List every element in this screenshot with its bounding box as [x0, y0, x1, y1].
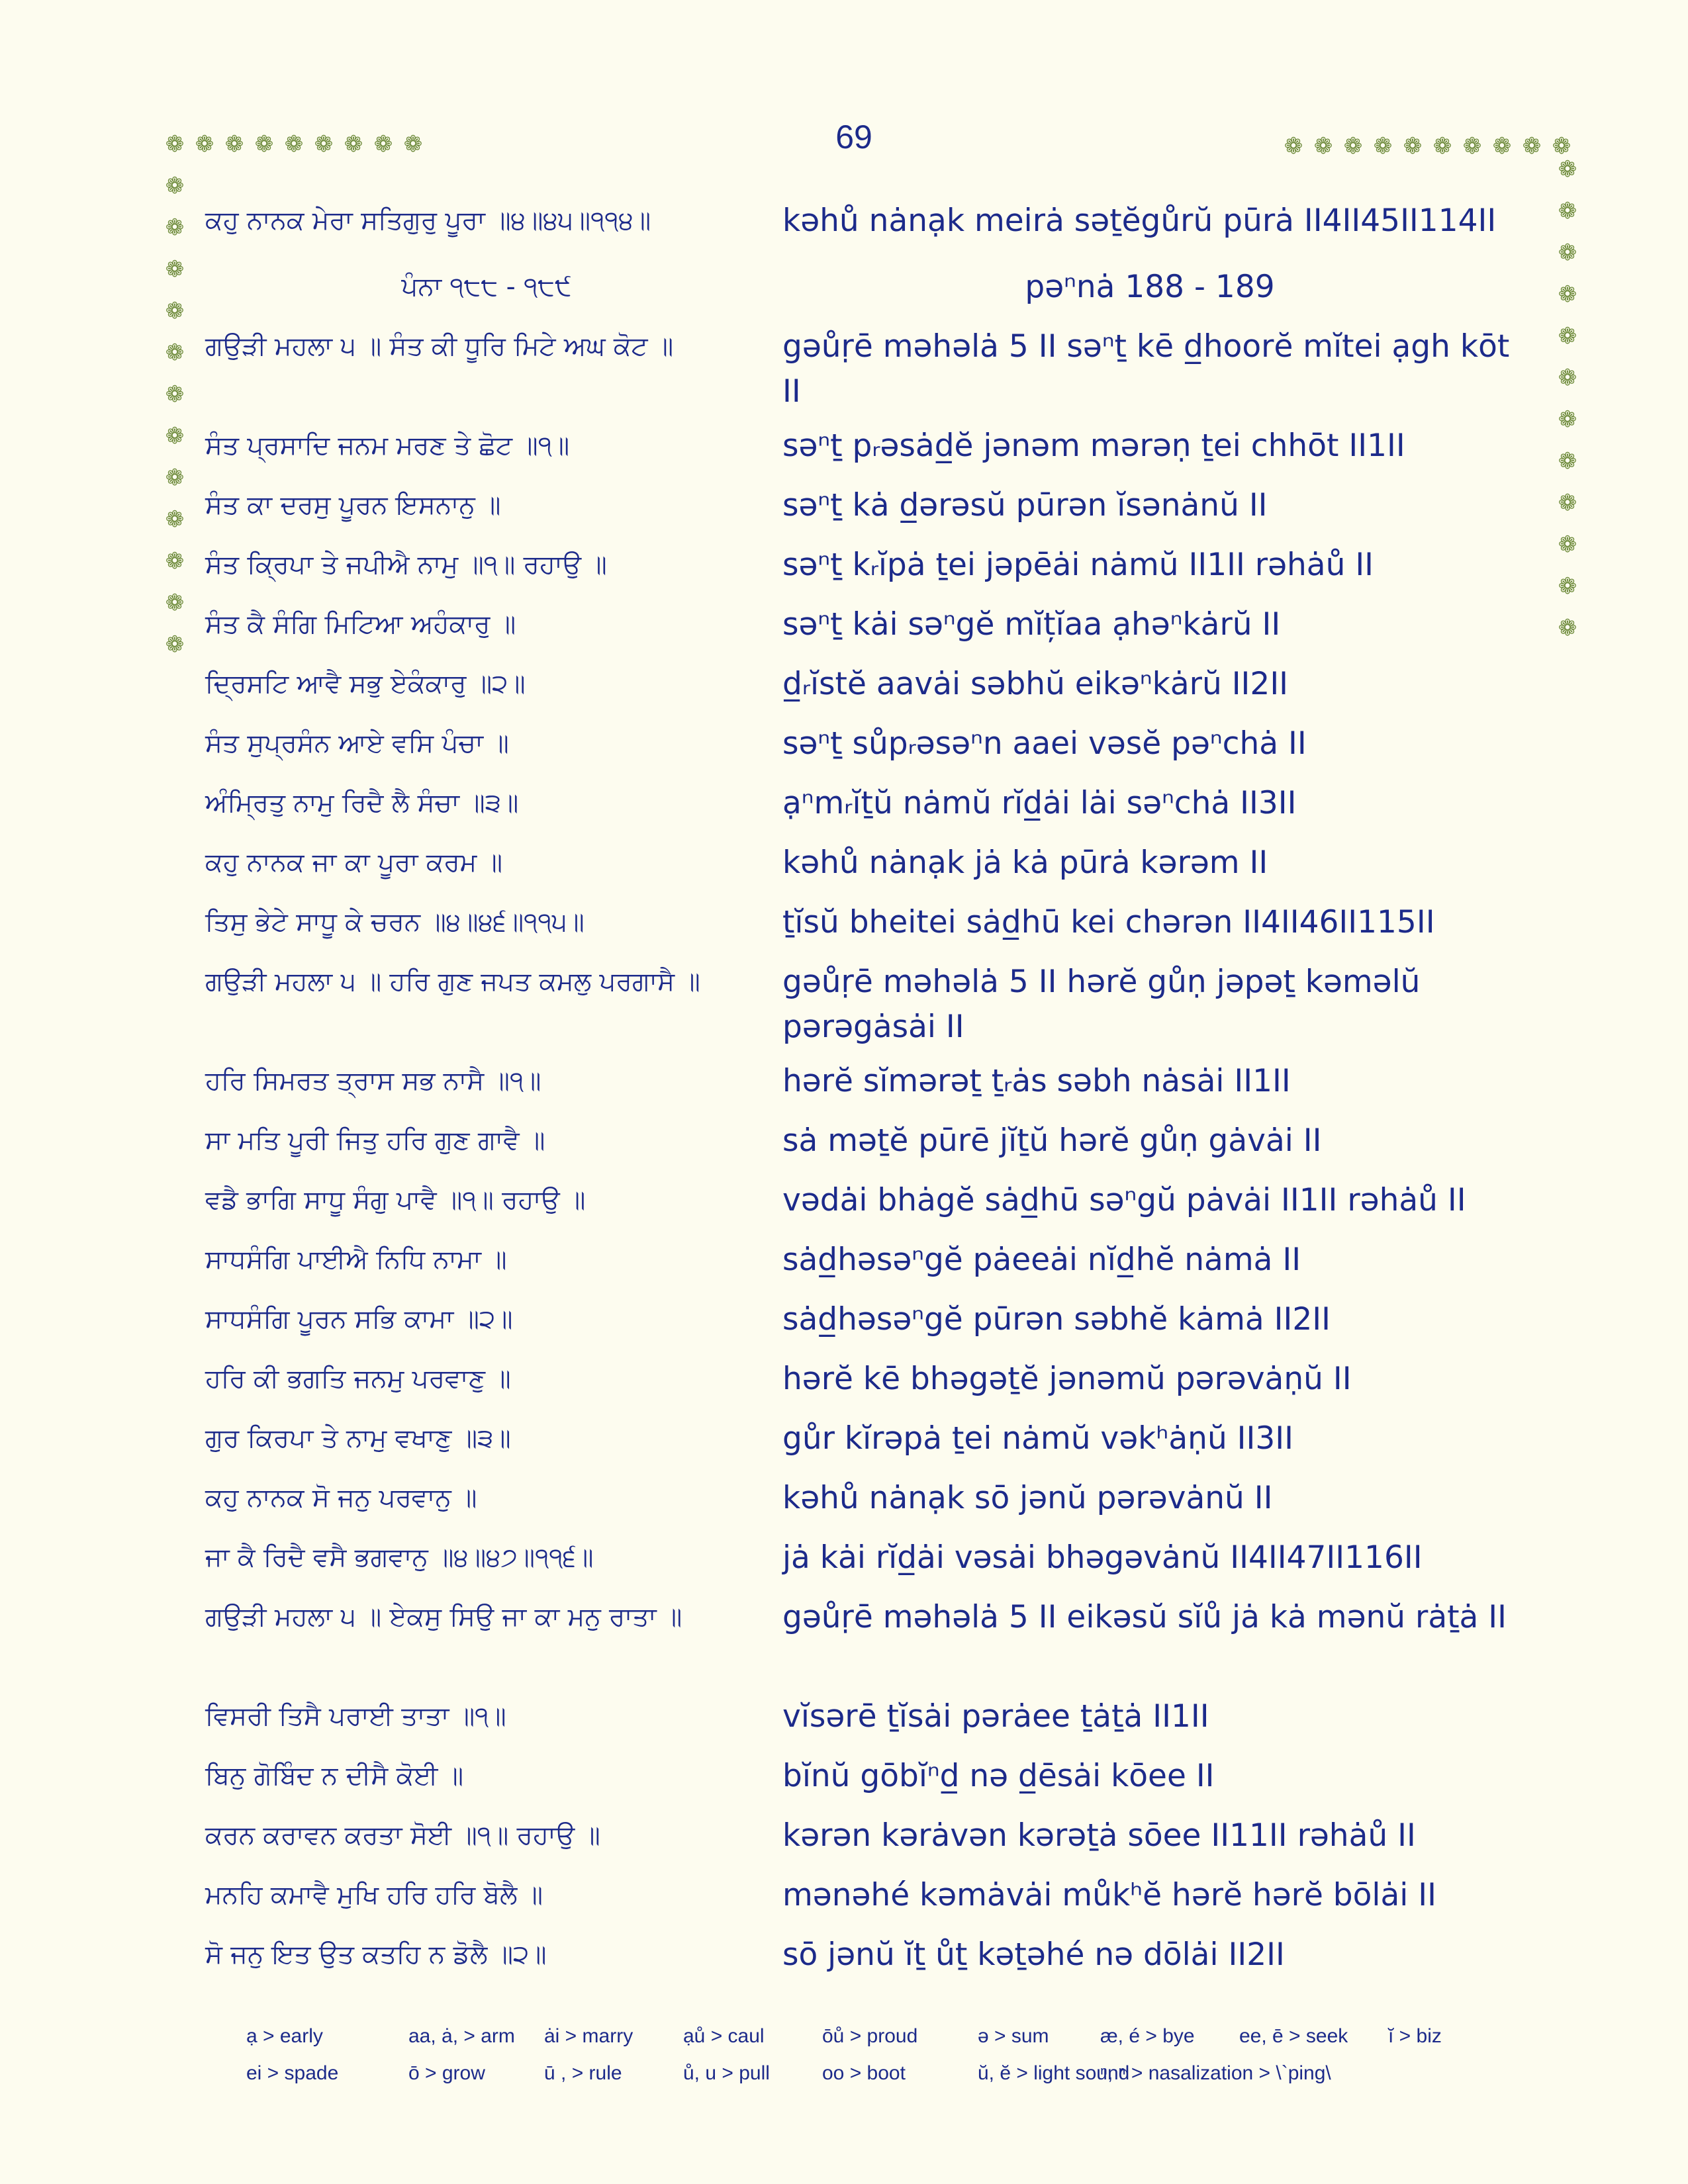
- transliteration-text: hərĕ kē bhəgəṯĕ jənəmŭ pərəvȧṇŭ II: [782, 1361, 1352, 1397]
- gurmukhi-text: ਸੰਤ ਪ੍ਰਸਾਦਿ ਜਨਮ ਮਰਣ ਤੇ ਛੋਟ ॥੧॥: [205, 431, 570, 461]
- key-item: ĭ > biz: [1388, 2025, 1442, 2047]
- gurmukhi-text: ਸੰਤ ਸੁਪ੍ਰਸੰਨ ਆਏ ਵਸਿ ਪੰਚਾ ॥: [205, 729, 509, 758]
- transliteration-text: jȧ kȧi rĭd̲ȧi vəsȧi bhəgəvȧnŭ II4II47II116II: [782, 1539, 1423, 1576]
- gurmukhi-text: ਗਉੜੀ ਮਹਲਾ ੫ ॥ ਸੰਤ ਕੀ ਧੂਰਿ ਮਿਟੇ ਅਘ ਕੋਟ ॥: [205, 332, 674, 361]
- gurmukhi-text: ਪੰਨਾ ੧੮੮ - ੧੮੯: [401, 272, 572, 302]
- gurmukhi-text: ਗਉੜੀ ਮਹਲਾ ੫ ॥ ਏਕਸੁ ਸਿਉ ਜਾ ਕਾ ਮਨੁ ਰਾਤਾ ॥: [205, 1602, 682, 1632]
- gurmukhi-text: ਕਹੁ ਨਾਨਕ ਜਾ ਕਾ ਪੂਰਾ ਕਰਮ ॥: [205, 848, 503, 878]
- transliteration-text: gəůṛē məhəlȧ 5 II səⁿṯ kē d̲hoorĕ mĭtei ạgh kōt II: [782, 328, 1510, 410]
- gurmukhi-text: ਸੰਤ ਕ੍ਰਿਪਾ ਤੇ ਜਪੀਐ ਨਾਮੁ ॥੧॥ ਰਹਾਉ ॥: [205, 550, 607, 580]
- key-item: ạů > caul: [683, 2025, 765, 2047]
- gurmukhi-text: ਸੰਤ ਕਾ ਦਰਸੁ ਪੂਰਨ ਇਸਨਾਨੁ ॥: [205, 490, 501, 520]
- transliteration-text: kəhů nȧnạk meirȧ səṯĕgůrŭ pūrȧ II4II45II114II: [782, 203, 1497, 239]
- flower-icon: ❁: [1558, 448, 1577, 475]
- flower-icon: ❁: [165, 465, 185, 491]
- key-row: [246, 2062, 1504, 2099]
- transliteration-text: gəůṛē məhəlȧ 5 II hərĕ gůṇ jəpəṯ kəməlŭ pərəgȧsȧi II: [782, 964, 1421, 1045]
- key-item: ō > grow: [408, 2062, 485, 2084]
- transliteration-text: d̲ᵣĭstĕ aavȧi səbhŭ eikəⁿkȧrŭ II2II: [782, 666, 1289, 702]
- transliteration-text: ạⁿmᵣĭṯŭ nȧmŭ rĭd̲ȧi lȧi səⁿchȧ II3II: [782, 785, 1297, 821]
- key-row: [246, 2025, 1504, 2062]
- gurmukhi-text: ਸੋ ਜਨੁ ਇਤ ਉਤ ਕਤਹਿ ਨ ਡੋਲੈ ॥੨॥: [205, 1940, 547, 1970]
- gurmukhi-text: ਦ੍ਰਿਸਟਿ ਆਵੈ ਸਭੁ ਏਕੰਕਾਰੁ ॥੨॥: [205, 669, 526, 699]
- flower-icon: ❁: [1558, 531, 1577, 558]
- transliteration-text: sȧd̲həsəⁿgĕ pȧeeȧi nĭd̲hĕ nȧmȧ II: [782, 1242, 1301, 1278]
- transliteration-text: səⁿṯ pᵣəsȧd̲ĕ jənəm mərəṇ ṯei chhōt II1II: [782, 428, 1405, 464]
- transliteration-text: pəⁿnȧ 188 - 189: [1025, 269, 1275, 305]
- flower-icon: ❁: [344, 131, 363, 158]
- page-number: 69: [835, 118, 872, 156]
- gurmukhi-text: ਜਾ ਕੈ ਰਿਦੈ ਵਸੈ ਭਗਵਾਨੁ ॥੪॥੪੭॥੧੧੬॥: [205, 1543, 594, 1572]
- key-item: ei > spade: [246, 2062, 339, 2084]
- flower-icon: ❁: [1284, 133, 1303, 159]
- transliteration-text: sō jənŭ ĭṯ ůṯ kəṯəhé nə dōlȧi II2II: [782, 1936, 1285, 1973]
- flower-icon: ❁: [1343, 133, 1363, 159]
- flower-icon: ❁: [254, 131, 274, 158]
- gurmukhi-text: ਤਿਸੁ ਭੇਟੇ ਸਾਧੂ ਕੇ ਚਰਨ ॥੪॥੪੬॥੧੧੫॥: [205, 907, 585, 937]
- transliteration-text: gůr kĭrəpȧ ṯei nȧmŭ vəkʰȧṇŭ II3II: [782, 1420, 1294, 1457]
- flower-icon: ❁: [1558, 281, 1577, 308]
- transliteration-text: ṯĭsŭ bheitei sȧd̲hū kei chərən II4II46II115II: [782, 904, 1435, 940]
- transliteration-text: kəhů nȧnạk sō jənŭ pərəvȧnŭ II: [782, 1480, 1273, 1516]
- flower-icon: ❁: [165, 131, 185, 158]
- key-item: ⁿ, ⁿ > nasalization > \`ping\: [1100, 2062, 1331, 2084]
- transliteration-text: gəůṛē məhəlȧ 5 II eikəsŭ sĭů jȧ kȧ mənŭ rȧṯȧ II: [782, 1599, 1507, 1635]
- gurmukhi-text: ਕਹੁ ਨਾਨਕ ਮੇਰਾ ਸਤਿਗੁਰੁ ਪੂਰਾ ॥੪॥੪੫॥੧੧੪॥: [205, 206, 651, 236]
- flower-icon: ❁: [1558, 365, 1577, 391]
- key-item: ee, ē > seek: [1239, 2025, 1348, 2047]
- flower-icon: ❁: [165, 631, 185, 658]
- gurmukhi-text: ਕਹੁ ਨਾਨਕ ਸੋ ਜਨੁ ਪਰਵਾਨੁ ॥: [205, 1483, 477, 1513]
- flower-icon: ❁: [1558, 240, 1577, 266]
- flower-icon: ❁: [224, 131, 244, 158]
- flower-icon: ❁: [165, 214, 185, 241]
- gurmukhi-text: ਸਾਧਸੰਗਿ ਪੂਰਨ ਸਭਿ ਕਾਮਾ ॥੨॥: [205, 1304, 513, 1334]
- flower-icon: ❁: [403, 131, 423, 158]
- flower-icon: ❁: [165, 298, 185, 324]
- flower-icon: ❁: [1558, 490, 1577, 516]
- transliteration-text: kəhů nȧnạk jȧ kȧ pūrȧ kərəm II: [782, 844, 1268, 881]
- transliteration-text: hərĕ sĭmərəṯ ṯᵣȧs səbh nȧsȧi II1II: [782, 1063, 1291, 1099]
- gurmukhi-text: ਵਡੈ ਭਾਗਿ ਸਾਧੂ ਸੰਗੁ ਪਾਵੈ ॥੧॥ ਰਹਾਉ ॥: [205, 1185, 586, 1215]
- gurmukhi-text: ਵਿਸਰੀ ਤਿਸੈ ਪਰਾਈ ਤਾਤਾ ॥੧॥: [205, 1702, 506, 1731]
- flower-icon: ❁: [1522, 133, 1542, 159]
- key-item: ə > sum: [978, 2025, 1049, 2047]
- flower-icon: ❁: [1373, 133, 1393, 159]
- flower-icon: ❁: [165, 173, 185, 199]
- flower-icon: ❁: [373, 131, 393, 158]
- flower-icon: ❁: [165, 590, 185, 616]
- flower-icon: ❁: [165, 340, 185, 366]
- gurmukhi-text: ਕਰਨ ਕਰਾਵਨ ਕਰਤਾ ਸੋਈ ॥੧॥ ਰਹਾਉ ॥: [205, 1821, 600, 1850]
- gurmukhi-text: ਅੰਮ੍ਰਿਤੁ ਨਾਮੁ ਰਿਦੈ ਲੈ ਸੰਚਾ ॥੩॥: [205, 788, 519, 818]
- transliteration-text: mənəhé kəmȧvȧi můkʰĕ hərĕ hərĕ bōlȧi II: [782, 1877, 1436, 1913]
- key-item: ū , > rule: [544, 2062, 622, 2084]
- transliteration-text: sȧ məṯĕ pūrē jĭṯŭ hərĕ gůṇ gȧvȧi II: [782, 1122, 1322, 1159]
- transliteration-text: bĭnŭ gōbĭⁿd̲ nə d̲ēsȧi kōee II: [782, 1758, 1215, 1794]
- flower-icon: ❁: [165, 381, 185, 408]
- transliteration-text: səⁿṯ kȧ d̲ərəsŭ pūrən ĭsənȧnŭ II: [782, 487, 1268, 523]
- flower-icon: ❁: [1558, 615, 1577, 641]
- gurmukhi-text: ਬਿਨੁ ਗੋਬਿੰਦ ਨ ਦੀਸੈ ਕੋਈ ॥: [205, 1761, 464, 1791]
- pronunciation-key: [246, 2025, 1504, 2099]
- flower-icon: ❁: [165, 423, 185, 449]
- gurmukhi-text: ਗਉੜੀ ਮਹਲਾ ੫ ॥ ਹਰਿ ਗੁਣ ਜਪਤ ਕਮਲੁ ਪਰਗਾਸੈ ॥: [205, 967, 700, 997]
- key-item: oo > boot: [822, 2062, 906, 2084]
- flower-icon: ❁: [165, 548, 185, 574]
- gurmukhi-text: ਮਨਹਿ ਕਮਾਵੈ ਮੁਖਿ ਹਰਿ ਹਰਿ ਬੋਲੈ ॥: [205, 1880, 543, 1910]
- transliteration-text: səⁿṯ sůpᵣəsəⁿn aaei vəsĕ pəⁿchȧ II: [782, 725, 1307, 762]
- transliteration-text: kərən kərȧvən kərəṯȧ sōee II11II rəhȧů II: [782, 1817, 1416, 1854]
- flower-icon: ❁: [165, 256, 185, 283]
- flower-icon: ❁: [1403, 133, 1423, 159]
- flower-icon: ❁: [1552, 133, 1571, 159]
- flower-icon: ❁: [1558, 323, 1577, 349]
- key-item: æ, é > bye: [1100, 2025, 1195, 2047]
- gurmukhi-text: ਗੁਰ ਕਿਰਪਾ ਤੇ ਨਾਮੁ ਵਖਾਣੁ ॥੩॥: [205, 1424, 511, 1453]
- transliteration-text: sȧd̲həsəⁿgĕ pūrən səbhĕ kȧmȧ II2II: [782, 1301, 1331, 1338]
- key-item: aa, ȧ, > arm: [408, 2025, 515, 2047]
- transliteration-text: səⁿṯ kᵣĭpȧ ṯei jəpēȧi nȧmŭ II1II rəhȧů II: [782, 547, 1374, 583]
- key-item: ȧi > marry: [544, 2025, 633, 2047]
- flower-icon: ❁: [1558, 198, 1577, 224]
- key-item: ōů > proud: [822, 2025, 918, 2047]
- gurmukhi-text: ਹਰਿ ਸਿਮਰਤ ਤ੍ਰਾਸ ਸਭ ਨਾਸੈ ॥੧॥: [205, 1066, 541, 1096]
- flower-icon: ❁: [1313, 133, 1333, 159]
- flower-icon: ❁: [195, 131, 214, 158]
- gurmukhi-text: ਸਾਧਸੰਗਿ ਪਾਈਐ ਨਿਧਿ ਨਾਮਾ ॥: [205, 1245, 507, 1275]
- transliteration-text: vədȧi bhȧgĕ sȧd̲hū səⁿgŭ pȧvȧi II1II rəhȧů II: [782, 1182, 1466, 1218]
- gurmukhi-text: ਸਾ ਮਤਿ ਪੂਰੀ ਜਿਤੁ ਹਰਿ ਗੁਣ ਗਾਵੈ ॥: [205, 1126, 545, 1156]
- flower-icon: ❁: [284, 131, 304, 158]
- gurmukhi-text: ਸੰਤ ਕੈ ਸੰਗਿ ਮਿਟਿਆ ਅਹੰਕਾਰੁ ॥: [205, 610, 516, 639]
- flower-icon: ❁: [1462, 133, 1482, 159]
- flower-icon: ❁: [1558, 573, 1577, 600]
- flower-icon: ❁: [165, 506, 185, 533]
- key-item: ŭ, ĕ > light sound: [978, 2062, 1130, 2084]
- transliteration-text: səⁿṯ kȧi səⁿgĕ mĭțĭaa ạhəⁿkȧrŭ II: [782, 606, 1281, 643]
- key-item: ạ > early: [246, 2025, 323, 2047]
- flower-icon: ❁: [1432, 133, 1452, 159]
- gurmukhi-text: ਹਰਿ ਕੀ ਭਗਤਿ ਜਨਮੁ ਪਰਵਾਣੁ ॥: [205, 1364, 511, 1394]
- flower-icon: ❁: [1558, 156, 1577, 183]
- transliteration-text: vĭsərē ṯĭsȧi pərȧee ṯȧṯȧ II1II: [782, 1698, 1209, 1735]
- key-item: ů, u > pull: [683, 2062, 770, 2084]
- flower-icon: ❁: [314, 131, 334, 158]
- flower-icon: ❁: [1492, 133, 1512, 159]
- flower-icon: ❁: [1558, 406, 1577, 433]
